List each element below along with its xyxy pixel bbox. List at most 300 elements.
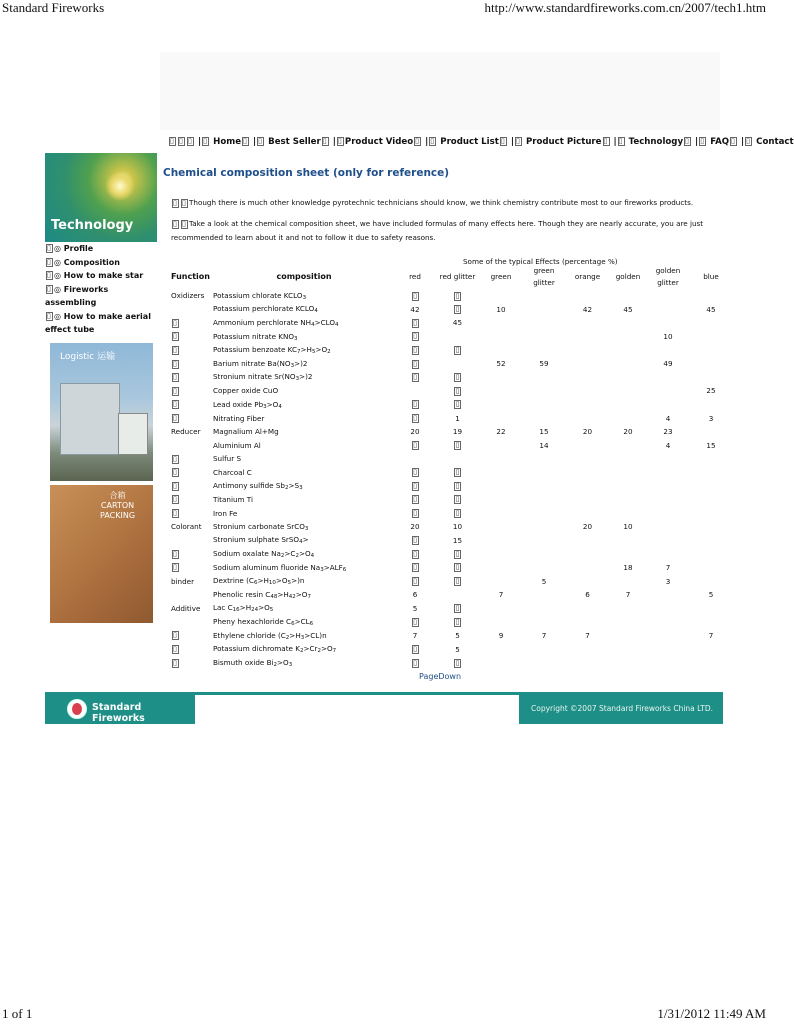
glyph: ▯ (455, 386, 460, 395)
side-menu-label: How to make star (63, 271, 144, 280)
glyph: ▯ (413, 509, 417, 518)
formula-subscript: 4 (278, 403, 282, 410)
cell-green (480, 452, 522, 466)
nav-glyph: ▯ (699, 137, 706, 146)
formula-subscript: 7 (332, 648, 337, 655)
cell-red (395, 452, 435, 466)
table-row (168, 357, 733, 371)
cell-green (480, 656, 522, 670)
glyph: ▯ (172, 387, 179, 396)
formula-text: >O (295, 589, 308, 599)
table-row (168, 411, 733, 425)
cell-red (395, 656, 435, 670)
cell-red: 20 (410, 427, 420, 437)
cell-gldg (647, 588, 689, 602)
cell-function (168, 615, 213, 629)
glyph: ▯ (455, 291, 460, 300)
intro-paragraph-1 (171, 196, 726, 210)
cell-golden (609, 439, 647, 453)
cell-red: 6 (412, 590, 418, 600)
formula-text: Aluminium Al (213, 440, 261, 450)
intro-paragraph-2 (171, 217, 726, 245)
nav-glyph: ▯ (257, 137, 264, 146)
cell-green: 10 (496, 304, 506, 314)
footer-copyright-block (519, 692, 723, 724)
glyph: ▯ (172, 509, 179, 518)
cell-function (168, 629, 213, 643)
cell-gg (522, 656, 566, 670)
formula-subscript: 6 (291, 621, 295, 628)
cell-orange (566, 452, 609, 466)
nav-product-video[interactable]: Product Video (344, 137, 414, 147)
cell-gldg (647, 547, 689, 561)
table-header-row (168, 265, 733, 289)
formula-subscript: 3 (302, 294, 307, 301)
cell-red (395, 384, 435, 398)
cell-gg (522, 303, 566, 317)
table-row (168, 547, 733, 561)
footer-brand-name: Standard Fireworks (92, 702, 145, 724)
glyph: ▯ (455, 400, 460, 409)
cell-golden (609, 615, 647, 629)
table-row (168, 316, 733, 330)
cell-composition (213, 602, 395, 616)
cell-gldg: 23 (663, 427, 673, 437)
cell-orange (566, 642, 609, 656)
formula-subscript: 3 (295, 376, 300, 383)
cell-green: 9 (498, 631, 504, 641)
cell-green (480, 493, 522, 507)
formula-text: Titanium Ti (213, 495, 253, 505)
cell-rg: 19 (452, 427, 463, 437)
formula-subscript: 10 (268, 580, 276, 587)
formula-subscript: 4 (299, 539, 303, 546)
cell-blue: 15 (706, 440, 716, 450)
bullet-glyph: ▯ (46, 312, 53, 321)
cell-gg: 14 (539, 440, 549, 450)
print-footer-datetime: 1/31/2012 11:49 AM (657, 1006, 766, 1021)
cell-function (168, 507, 213, 521)
print-header-site: Standard Fireworks (2, 0, 105, 15)
cell-green: 22 (496, 427, 506, 437)
intro-paragraph-1-text: Though there is much other knowledge pyrotechnic technicians should know, we think chemistry contribute most to our fireworks products. (189, 198, 694, 207)
cell-blue (689, 452, 733, 466)
nav-glyph: ▯ (429, 137, 436, 146)
cell-function (168, 452, 213, 466)
cell-gg: 5 (541, 576, 547, 586)
cell-gg (522, 466, 566, 480)
cell-golden: 7 (625, 590, 631, 600)
cell-function (168, 547, 213, 561)
glyph: ▯ (172, 400, 179, 409)
cell-red (395, 466, 435, 480)
formula-text: Potassium nitrate KNO (213, 331, 295, 341)
formula-text: Pheny hexachloride C (213, 617, 292, 627)
table-row (168, 343, 733, 357)
formula-text: >H (277, 589, 289, 599)
formula-text: Potassium chlorate KCLO (213, 290, 303, 300)
cell-orange (566, 493, 609, 507)
formula-text: >S (288, 481, 300, 491)
cell-red (395, 547, 435, 561)
cell-golden: 18 (623, 563, 633, 573)
formula-text: >Cr (303, 644, 318, 654)
cell-composition (213, 371, 395, 385)
formula-subscript: 6 (342, 566, 347, 573)
cell-composition (213, 656, 395, 670)
cell-rg (435, 357, 480, 371)
cell-rg (435, 398, 480, 412)
cell-blue: 7 (708, 631, 714, 641)
bullet-glyph: ▯ (46, 244, 53, 253)
cell-function (168, 588, 213, 602)
nav-best-seller[interactable]: Best Seller (268, 137, 321, 147)
cell-rg (435, 439, 480, 453)
formula-subscript: 3 (288, 661, 293, 668)
glyph: ▯ (413, 617, 417, 626)
glyph: ▯ (172, 468, 179, 477)
cell-composition (213, 425, 395, 439)
cell-gg (522, 411, 566, 425)
table-row (168, 507, 733, 521)
table-row (168, 493, 733, 507)
cell-blue: 5 (708, 590, 714, 600)
cell-rg (435, 289, 480, 303)
cell-gldg (647, 289, 689, 303)
formula-subscript: 5 (269, 607, 274, 614)
cell-blue (689, 642, 733, 656)
cell-function (168, 357, 213, 371)
side-menu-aerial-effect-tube[interactable]: ▯ ◎ How to make aerial effect tube (45, 311, 151, 334)
cell-rg (435, 371, 480, 385)
container-truck-cab (118, 413, 148, 455)
side-menu-profile[interactable]: ▯ ◎ Profile (47, 244, 94, 253)
cell-rg (435, 602, 480, 616)
table-row (168, 384, 733, 398)
cell-green (480, 534, 522, 548)
cell-composition (213, 493, 395, 507)
cell-composition (213, 479, 395, 493)
formula-subscript: 4 (335, 321, 339, 328)
cell-golden (609, 602, 647, 616)
cell-rg (435, 493, 480, 507)
cell-gg: 7 (541, 631, 547, 641)
nav-home[interactable]: Home (213, 137, 242, 147)
side-menu-fireworks-assembling[interactable]: ▯ ◎ Fireworks assembling (45, 284, 109, 307)
table-row (168, 452, 733, 466)
formula-text: Stronium sulphate SrSO (213, 535, 300, 545)
side-menu-composition[interactable]: ▯ ◎ Composition (47, 257, 120, 267)
glyph: ▯ (172, 220, 179, 229)
formula-subscript: 6 (253, 580, 258, 587)
cell-blue (689, 425, 733, 439)
formula-subscript: 7 (307, 593, 311, 600)
cell-function: Oxidizers (171, 291, 205, 301)
table-row (168, 520, 733, 534)
cell-golden (609, 343, 647, 357)
cell-blue (689, 507, 733, 521)
cell-orange: 42 (582, 304, 593, 314)
cell-green: 7 (498, 590, 504, 600)
carton-label-en1: CARTON (100, 500, 135, 510)
nav-product-picture[interactable]: Product Picture (525, 137, 602, 147)
carton-label (100, 491, 135, 521)
cell-composition (213, 357, 395, 371)
glyph: ▯ (413, 400, 417, 409)
formula-subscript: 3 (290, 362, 295, 369)
col-red-glitter: red glitter (439, 272, 476, 281)
sidebar (45, 153, 157, 623)
print-footer (0, 1004, 768, 1024)
pagedown-link[interactable]: PageDown (419, 672, 462, 681)
formula-text: >H (239, 603, 252, 613)
glyph: ▯ (455, 305, 460, 314)
cell-composition (213, 615, 395, 629)
glyph: ▯ (172, 563, 179, 572)
cell-function (168, 439, 213, 453)
glyph: ▯ (413, 658, 417, 667)
cell-composition (213, 343, 395, 357)
cell-golden (609, 411, 647, 425)
formula-text: >H (289, 630, 301, 640)
cell-gldg (647, 466, 689, 480)
cell-function: Reducer (171, 427, 201, 437)
formula-subscript: 4 (314, 308, 318, 315)
cell-composition (213, 466, 395, 480)
glyph: ▯ (413, 549, 417, 558)
cell-gg (522, 398, 566, 412)
cell-red (395, 371, 435, 385)
nav-technology[interactable]: Technology (628, 137, 684, 147)
cell-rg (435, 588, 480, 602)
formula-text: Iron Fe (213, 508, 238, 518)
formula-text: >H (300, 345, 312, 355)
cell-gldg (647, 656, 689, 670)
formula-text: Lead oxide Pb (213, 399, 264, 409)
cell-golden (609, 507, 647, 521)
nav-contact[interactable]: Contact (756, 137, 794, 147)
nav-glyph: ▯ (684, 137, 691, 146)
formula-text: Lac C (213, 603, 233, 613)
cell-blue (689, 656, 733, 670)
formula-text: Nitrating Fiber (213, 413, 265, 423)
glyph: ▯ (172, 346, 179, 355)
cell-orange (566, 343, 609, 357)
cell-gldg (647, 452, 689, 466)
cell-composition (213, 588, 395, 602)
cell-blue (689, 574, 733, 588)
formula-text: >CLO (314, 317, 336, 327)
formula-subscript: 3 (300, 634, 305, 641)
cell-gg: 59 (539, 359, 549, 369)
formula-subscript: 2 (285, 634, 290, 641)
formula-subscript: 48 (270, 593, 278, 600)
cell-function (168, 411, 213, 425)
col-red: red (409, 272, 421, 281)
cell-blue (689, 289, 733, 303)
nav-glyph: ▯ (337, 137, 344, 146)
nav-glyph: ▯ (603, 137, 610, 146)
cell-orange (566, 466, 609, 480)
cell-green (480, 398, 522, 412)
formula-subscript: 2 (327, 349, 331, 356)
cell-gg (522, 479, 566, 493)
glyph: ▯ (455, 495, 460, 504)
cell-red (395, 534, 435, 548)
logistic-image[interactable] (50, 343, 153, 481)
cell-gldg (647, 615, 689, 629)
col-orange: orange (574, 272, 601, 281)
cell-gg (522, 615, 566, 629)
cell-golden: 45 (623, 304, 633, 314)
cell-orange: 20 (582, 427, 593, 437)
formula-text: Charcoal C (213, 468, 252, 478)
nav-glyph: ▯ (745, 137, 752, 146)
glyph: ▯ (413, 318, 417, 327)
cell-function (168, 330, 213, 344)
cell-gg (522, 371, 566, 385)
cell-function (168, 316, 213, 330)
footer-spacer (195, 692, 565, 724)
glyph: ▯ (455, 345, 460, 354)
glyph: ▯ (172, 332, 179, 341)
formula-text: Stronium carbonate SrCO (213, 521, 305, 531)
cell-gg (522, 642, 566, 656)
technology-banner-image (45, 153, 157, 242)
glyph: ▯ (413, 332, 417, 341)
side-menu-how-to-make-star[interactable]: ▯ ◎ How to make star (47, 271, 144, 280)
table-row (168, 439, 733, 453)
glyph: ▯ (455, 563, 460, 572)
cell-red: 7 (412, 631, 418, 641)
cell-green (480, 343, 522, 357)
glyph: ▯ (413, 536, 417, 545)
cell-function (168, 561, 213, 575)
formula-text: Stronium nitrate Sr(NO (213, 372, 296, 382)
carton-packing-image[interactable] (50, 485, 153, 623)
nav-product-list[interactable]: Product List (440, 137, 499, 147)
cell-red (395, 439, 435, 453)
glyph: ▯ (455, 373, 460, 382)
cell-composition (213, 411, 395, 425)
cell-gg (522, 316, 566, 330)
nav-glyph: ▯ (178, 137, 185, 146)
firework-burst-icon (105, 171, 135, 201)
cell-green (480, 507, 522, 521)
table-row (168, 629, 733, 643)
cell-rg: 1 (455, 413, 460, 423)
col-function: Function (171, 272, 210, 281)
table-row (168, 371, 733, 385)
cell-red (395, 493, 435, 507)
page-banner (160, 52, 720, 130)
cell-green (480, 466, 522, 480)
cell-composition (213, 452, 395, 466)
cell-function (168, 656, 213, 670)
cell-orange (566, 398, 609, 412)
glyph: ▯ (413, 468, 417, 477)
table-row (168, 289, 733, 303)
cell-red (395, 561, 435, 575)
cell-rg (435, 656, 480, 670)
cell-green (480, 547, 522, 561)
cell-composition (213, 629, 395, 643)
nav-glyph: ▯ (169, 137, 176, 146)
cell-gg (522, 507, 566, 521)
formula-text: Sodium aluminum fluoride Na (213, 562, 321, 572)
cell-orange (566, 357, 609, 371)
formula-text: Barium nitrate Ba(NO (213, 358, 291, 368)
formula-subscript: 4 (310, 553, 315, 560)
formula-text: Magnalium Al+Mg (213, 427, 279, 437)
table-row (168, 602, 733, 616)
cell-blue (689, 316, 733, 330)
cell-gldg (647, 316, 689, 330)
cell-orange (566, 574, 609, 588)
cell-blue: 45 (706, 304, 716, 314)
cell-gldg: 3 (665, 576, 671, 586)
formula-subscript: 2 (317, 648, 321, 655)
glyph: ▯ (455, 468, 460, 477)
nav-glyph: ▯ (242, 137, 249, 146)
cell-composition (213, 561, 395, 575)
glyph: ▯ (413, 413, 417, 422)
cell-orange (566, 316, 609, 330)
table-row (168, 561, 733, 575)
formula-text: >CL)n (304, 630, 327, 640)
carton-label-cn: 合箱 (109, 490, 126, 500)
cell-orange (566, 547, 609, 561)
cell-composition (213, 384, 395, 398)
cell-golden (609, 656, 647, 670)
carton-label-en2: PACKING (100, 510, 136, 520)
cell-gg (522, 602, 566, 616)
cell-red (395, 642, 435, 656)
top-nav: ▯ ▯ ▯ | ▯ Home ▯ | ▯ Best Seller ▯ | ▯ Product Video ▯ | ▯ Product List ▯ | ▯ Product Picture ▯ | ▯ Technology ▯ | ▯ FAQ ▯ | ▯ Contact (170, 137, 794, 147)
table-row (168, 330, 733, 344)
col-green: green (490, 272, 512, 281)
formula-subscript: 2 (273, 661, 278, 668)
cell-gg (522, 493, 566, 507)
glyph: ▯ (172, 631, 179, 640)
glyph: ▯ (181, 220, 188, 229)
cell-gg (522, 547, 566, 561)
cell-orange: 20 (582, 522, 593, 532)
cell-gldg (647, 384, 689, 398)
cell-orange (566, 656, 609, 670)
glyph: ▯ (172, 199, 179, 208)
formula-subscript: 5 (287, 580, 292, 587)
cell-function: binder (171, 576, 195, 586)
footer-bar (45, 692, 723, 724)
formula-text: Phenolic resin C (213, 589, 271, 599)
glyph: ▯ (455, 658, 460, 667)
side-menu-label: Fireworks assembling (45, 284, 109, 307)
cell-gldg (647, 371, 689, 385)
table-row (168, 303, 733, 317)
cell-blue (689, 520, 733, 534)
cell-gldg (647, 303, 689, 317)
footer-copyright: Copyright ©2007 Standard Fireworks China LTD. (531, 704, 714, 713)
cell-function (168, 534, 213, 548)
cell-function (168, 371, 213, 385)
cell-gg (522, 343, 566, 357)
cell-green (480, 384, 522, 398)
nav-faq[interactable]: FAQ (710, 137, 730, 147)
glyph: ▯ (455, 441, 460, 450)
cell-function: Colorant (171, 522, 202, 532)
cell-orange (566, 384, 609, 398)
